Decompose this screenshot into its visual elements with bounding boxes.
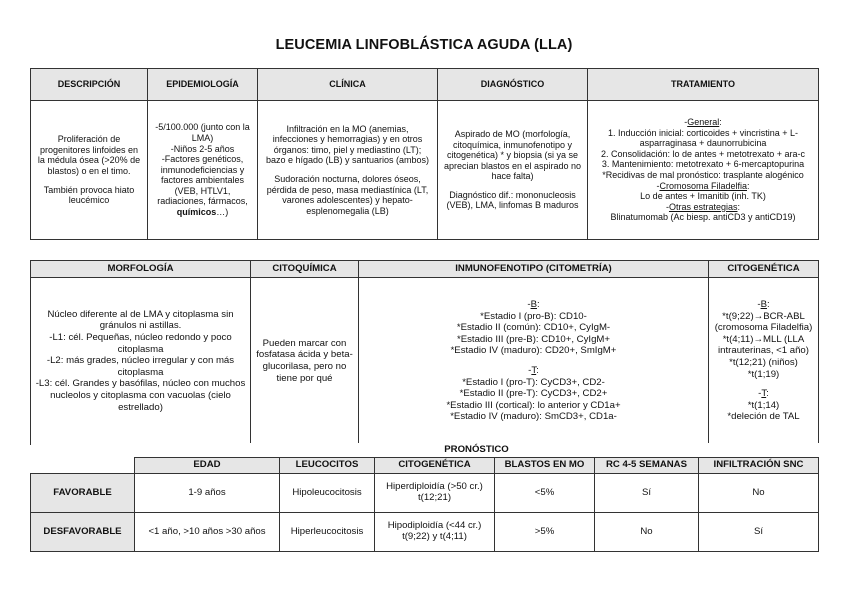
header-inmunofenotipo: INMUNOFENOTIPO (CITOMETRÍA) [359, 261, 709, 278]
citogenetica-cell [709, 278, 819, 445]
cell-edad: <1 año, >10 años >30 años [135, 513, 280, 552]
tratamiento-line: Blinatumomab (Ac biesp. antiCD3 y antiCD19) [610, 212, 796, 223]
header-rc: RC 4-5 SEMANAS [595, 458, 699, 474]
clinica-text: Sudoración nocturna, dolores óseos, pérdida de peso, masa mediastínica (LT, varones adolescentes) y hepato-esplenomegalia (LB) [266, 174, 429, 216]
citoquimica-text: Pueden marcar con fosfatasa ácida y beta-glucorilasa, pero no tiene por qué [256, 337, 353, 384]
descripcion-text: Proliferación de progenitores linfoides en la médula ósea (>20% de blastos) o en el timo. [37, 134, 141, 176]
cito-b-line: *t(9;22)→BCR-ABL [722, 310, 805, 322]
tratamiento-otras-heading: -Otras estrategias: [665, 201, 741, 212]
header-edad: EDAD [135, 458, 280, 474]
cell-leucocitos: Hipoleucocitosis [280, 474, 375, 513]
inmuno-t-heading: -T: [528, 365, 539, 376]
cito-t-line: *t(1;14) [747, 399, 780, 411]
cito-t-line: *deleción de TAL [727, 411, 800, 423]
header-morfologia: MORFOLOGÍA [31, 261, 251, 278]
morfologia-line: -L1: cél. Pequeñas, núcleo redondo y poco citoplasma [49, 332, 232, 355]
prognosis-table [30, 443, 819, 552]
header-descripcion: DESCRIPCIÓN [31, 69, 148, 101]
cell-citogenetica-line: Hipodiploidía (<44 cr.) [387, 520, 482, 532]
epidemiologia-line [153, 154, 252, 218]
page-title: LEUCEMIA LINFOBLÁSTICA AGUDA (LLA) [275, 37, 573, 53]
overview-table [30, 68, 819, 240]
lab-table [30, 260, 819, 445]
cito-b-line: *t(1;19) [747, 368, 780, 380]
epidemiologia-factors-end: …) [216, 207, 229, 218]
inmuno-b-heading: -B: [527, 299, 540, 311]
prognosis-title-row [31, 443, 819, 458]
tratamiento-filadelfia-heading: -Cromosoma Filadelfia: [656, 180, 750, 191]
morfologia-line: -L3: cél. Grandes y basófilas, núcleo con muchos nucleolos y citoplasma con vacuolas (cielo estrellado) [35, 378, 246, 413]
cell-citogenetica-line: t(9;22) y t(4;11) [402, 531, 467, 542]
prognosis-row-favorable [31, 474, 819, 513]
inmuno-t-line: *Estadio IV (maduro): SmCD3+, CD1a- [450, 411, 617, 423]
inmuno-t-line: *Estadio II (pre-T): CyCD3+, CD2+ [459, 388, 608, 400]
tratamiento-general-heading: -General: [684, 117, 722, 128]
cito-t-heading: -T: [758, 388, 769, 400]
cito-b-heading: -B: [757, 299, 770, 311]
cito-b-line: *t(12;21) (niños) [729, 357, 798, 368]
clinica-text: Infiltración en la MO (anemias, infecciones y hemorragias) y en otros órganos: timo, piel y mediastino (LT); bazo e hígado (LB) y santuarios (ambos) [265, 123, 430, 166]
cell-citogenetica-line: t(12;21) [417, 492, 452, 503]
header-diagnostico: DIAGNÓSTICO [438, 69, 588, 101]
citoquimica-cell [251, 278, 359, 445]
cell-snc: No [699, 474, 819, 513]
inmuno-t-line: *Estadio III (cortical): lo anterior y CD1a+ [446, 399, 621, 411]
lab-content-row [31, 278, 819, 445]
diagnostico-text: Diagnóstico dif.: mononucleosis (VEB), LMA, linfomas B maduros [446, 189, 579, 211]
overview-header-row [31, 69, 819, 101]
clinica-cell [258, 101, 438, 240]
tratamiento-line: *Recidivas de mal pronóstico: trasplante alogénico [602, 170, 804, 180]
tratamiento-line: Lo de antes + Imanitib (inh. TK) [640, 191, 766, 202]
cito-b-line: *t(4;11)→MLL (LLA intrauterinas, <1 año) [718, 333, 809, 357]
morfologia-cell [31, 278, 251, 445]
epidemiologia-line: -5/100.000 (junto con la LMA) [155, 122, 250, 143]
epidemiologia-factors-bold: químicos [176, 207, 217, 218]
inmuno-t-line: *Estadio I (pro-T): CyCD3+, CD2- [462, 376, 605, 388]
inmuno-b-line: *Estadio IV (maduro): CD20+, SmIgM+ [450, 345, 617, 357]
header-tratamiento: TRATAMIENTO [588, 69, 819, 101]
morfologia-line: -L2: más grades, núcleo irregular y con más citoplasma [46, 355, 235, 378]
cell-leucocitos: Hiperleucocitosis [280, 513, 375, 552]
row-label-desfavorable: DESFAVORABLE [31, 513, 135, 552]
prognosis-row-desfavorable [31, 513, 819, 552]
tratamiento-line: 2. Consolidación: lo de antes + metotrexato + ara-c [600, 148, 806, 159]
inmuno-b-line: *Estadio III (pre-B): CD10+, CyIgM+ [456, 333, 611, 345]
prognosis-header-row [31, 458, 819, 474]
inmunofenotipo-cell [359, 278, 709, 445]
morfologia-line: Núcleo diferente al de LMA y citoplasma sin gránulos ni astillas. [47, 308, 234, 332]
diagnostico-text: Aspirado de MO (morfología, citoquímica, inmunofenotipo y citogenética) * y biopsia (si ya se aprecian blastos en el aspirado no hace falta) [443, 128, 582, 182]
cell-citogenetica [375, 474, 495, 513]
tratamiento-line: 1. Inducción inicial: corticoides + vincristina + L-asparraginasa + daunorrubicina [607, 127, 799, 149]
cell-snc: Sí [699, 513, 819, 552]
overview-content-row [31, 101, 819, 240]
cell-citogenetica-line: Hiperdiploidía (>50 cr.) [386, 481, 483, 493]
lab-header-row [31, 261, 819, 278]
cito-b-line: (cromosoma Filadelfia) [714, 322, 813, 334]
header-leucocitos: LEUCOCITOS [280, 458, 375, 474]
tratamiento-line: 3. Mantenimiento: metotrexato + 6-mercaptopurina [601, 159, 805, 170]
inmuno-b-line: *Estadio I (pro-B): CD10- [480, 310, 587, 322]
cell-citogenetica [375, 513, 495, 552]
epidemiologia-line: -Niños 2-5 años [170, 143, 235, 154]
header-clinica: CLÍNICA [258, 69, 438, 101]
cell-edad: 1-9 años [135, 474, 280, 513]
diagnostico-cell [438, 101, 588, 240]
header-snc: INFILTRACIÓN SNC [699, 458, 819, 474]
cell-blastos: >5% [495, 513, 595, 552]
descripcion-note: También provoca hiato leucémico [43, 184, 135, 206]
cell-blastos: <5% [495, 474, 595, 513]
descripcion-cell [31, 101, 148, 240]
epidemiologia-factors: -Factores genéticos, inmunodeficiencias y factores ambientales (VEB, HTLV1, radiaciones, fármacos, [157, 154, 248, 207]
header-citogenetica-pronostico: CITOGENÉTICA [375, 458, 495, 474]
header-epidemiologia: EPIDEMIOLOGÍA [148, 69, 258, 101]
header-citogenetica: CITOGENÉTICA [709, 261, 819, 278]
tratamiento-cell [588, 101, 819, 240]
header-blastos: BLASTOS EN MO [495, 458, 595, 474]
prognosis-title: PRONÓSTICO [135, 443, 819, 458]
header-citoquimica: CITOQUÍMICA [251, 261, 359, 278]
prognosis-title-spacer [31, 443, 135, 458]
cell-rc: Sí [595, 474, 699, 513]
epidemiologia-cell [148, 101, 258, 240]
cell-rc: No [595, 513, 699, 552]
row-label-favorable: FAVORABLE [31, 474, 135, 513]
prognosis-header-spacer [31, 458, 135, 474]
inmuno-b-line: *Estadio II (común): CD10+, CyIgM- [456, 322, 611, 334]
